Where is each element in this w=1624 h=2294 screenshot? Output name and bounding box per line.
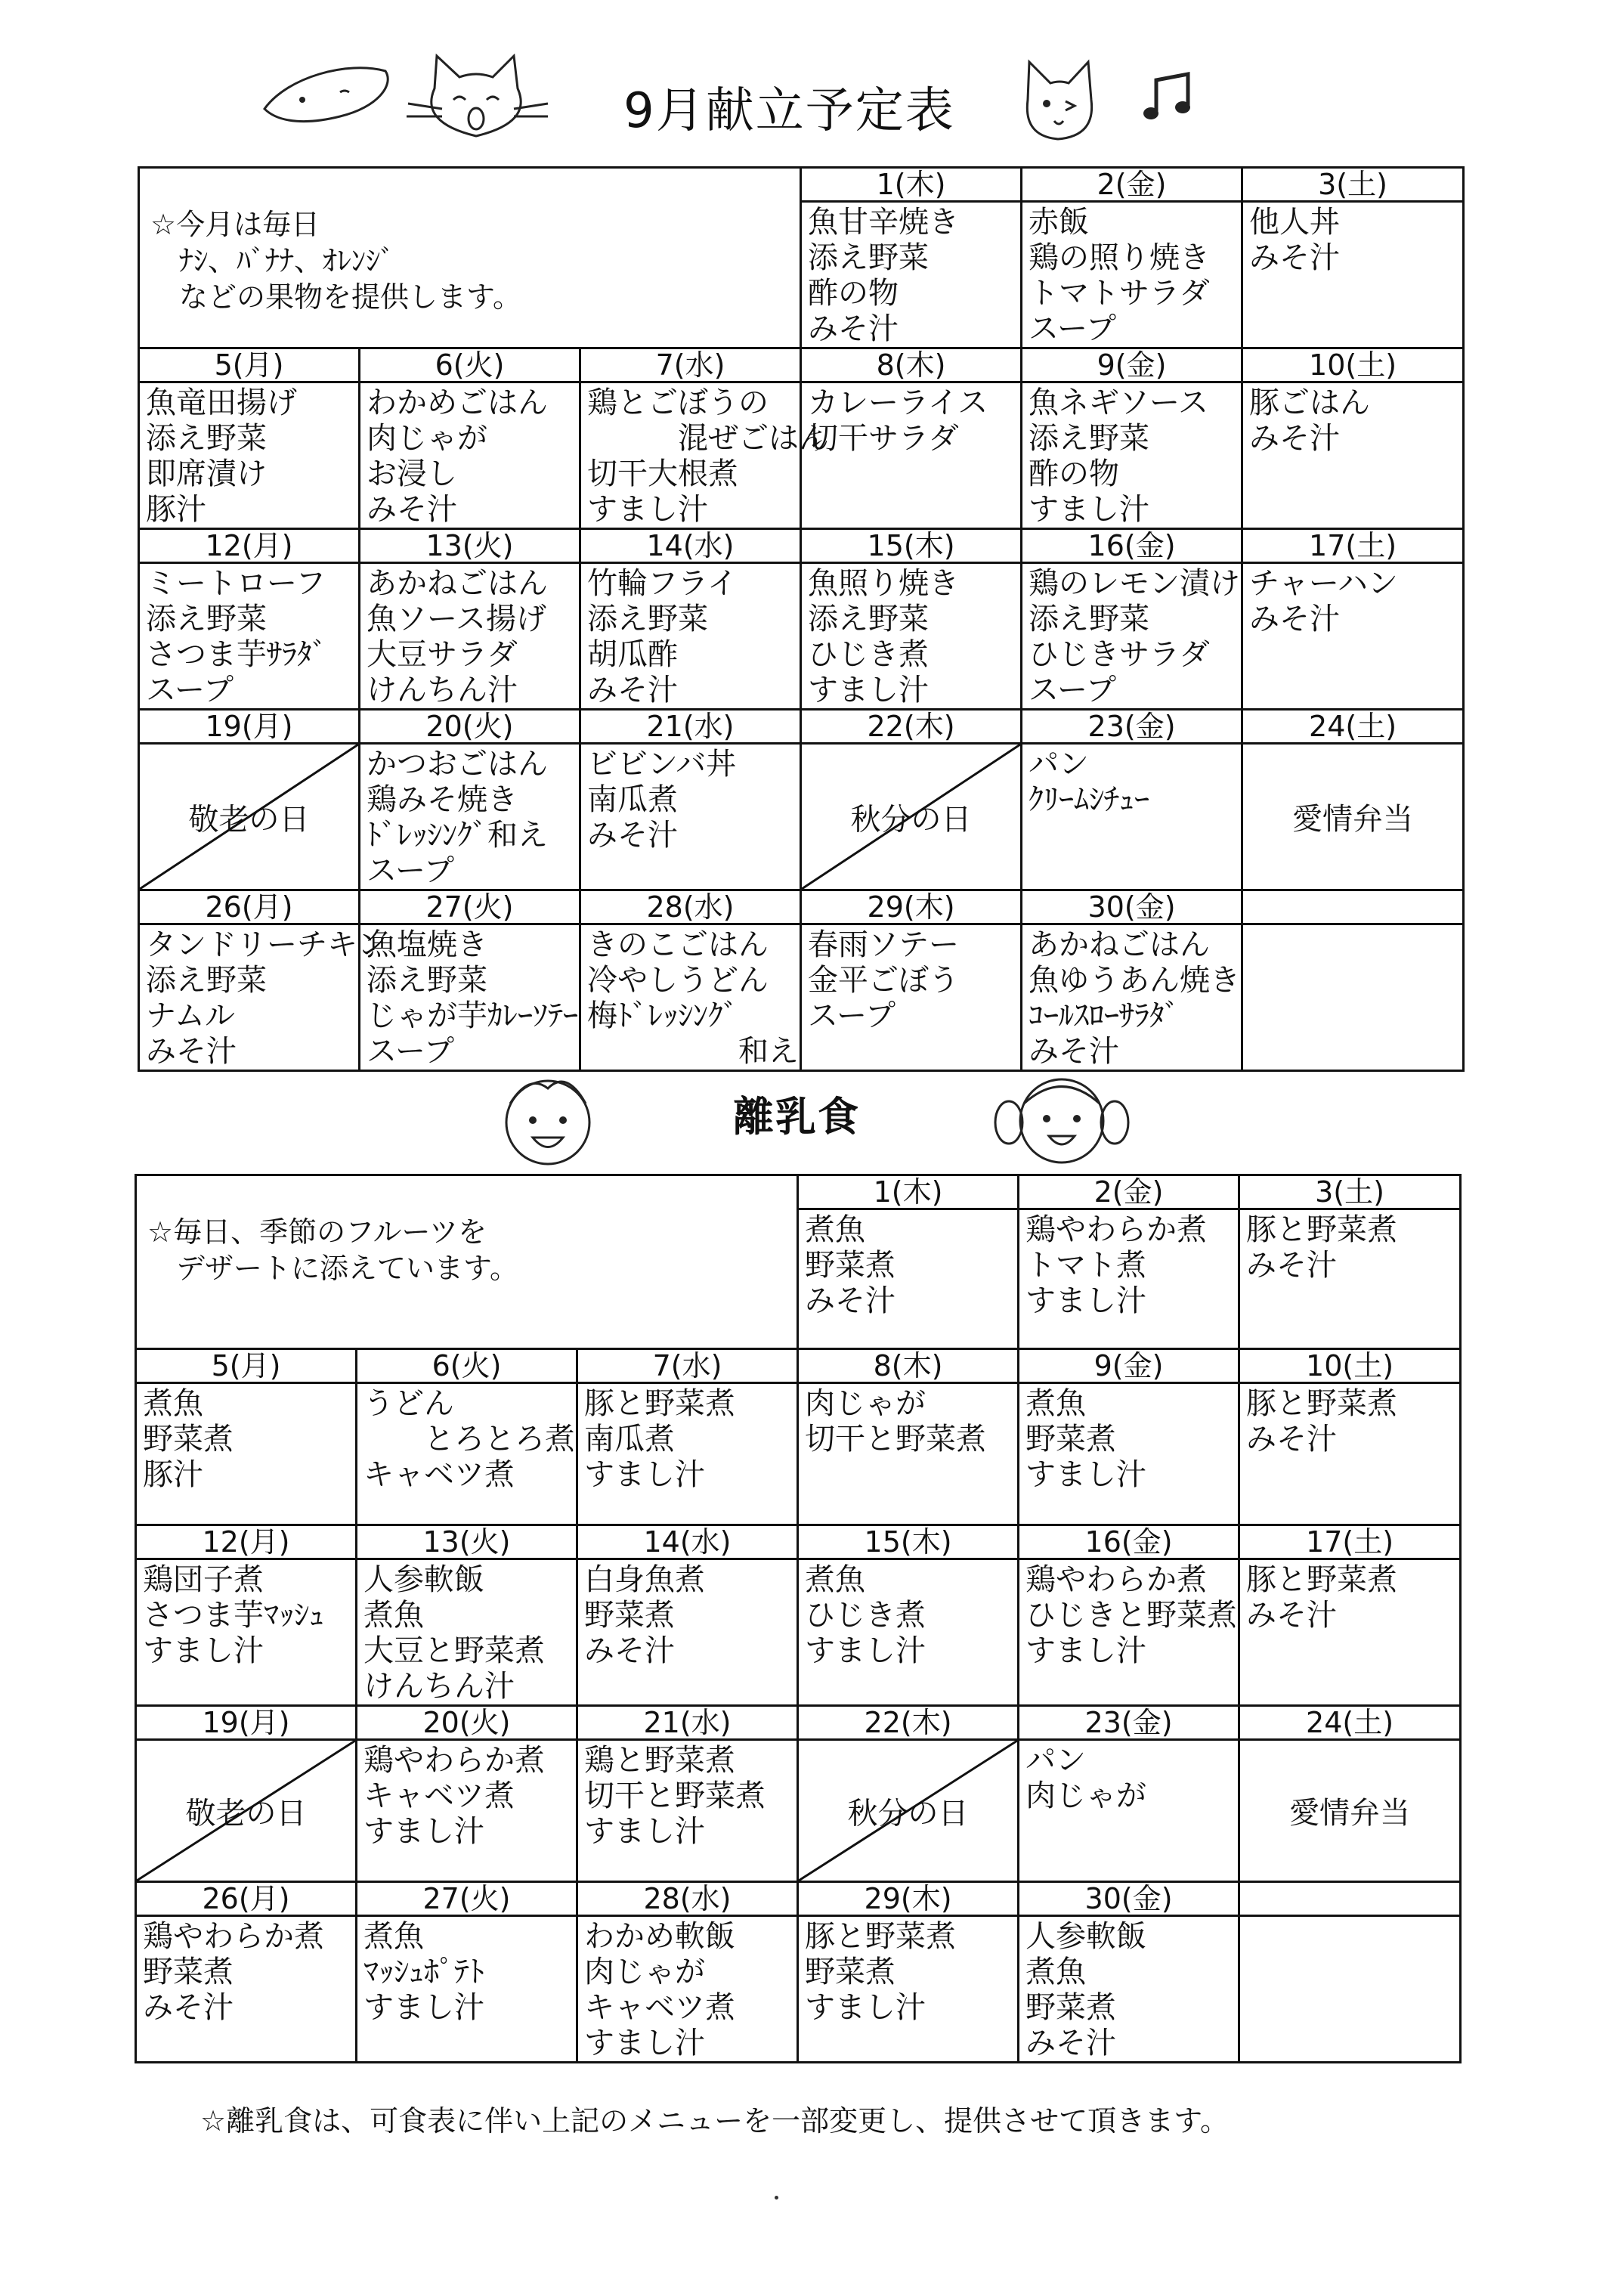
- day-menu: 人参軟飯 煮魚 野菜煮 みそ汁: [1025, 1919, 1147, 2060]
- special-label: 愛情弁当: [1292, 802, 1414, 837]
- day-header: 14(水): [577, 1525, 798, 1559]
- holiday-cell: [139, 744, 360, 890]
- day-header: 13(火): [357, 1525, 577, 1559]
- holiday-label: 秋分の日: [847, 1796, 969, 1831]
- day-header: 26(月): [136, 1882, 357, 1916]
- day-menu: うどん とろとろ煮 キャベツ煮: [363, 1386, 575, 1492]
- day-header: 10(土): [1239, 1349, 1461, 1383]
- day-header: [1239, 1882, 1461, 1916]
- music-note-icon: [1141, 67, 1202, 127]
- day-header: 23(金): [1022, 710, 1242, 744]
- day-menu: 竹輪フライ 添え野菜 胡瓜酢 みそ汁: [587, 566, 738, 707]
- day-header: 16(金): [1019, 1525, 1239, 1559]
- day-header: 3(土): [1242, 168, 1464, 202]
- day-header: 6(火): [357, 1349, 577, 1383]
- day-menu: 鶏やわらか煮 トマト煮 すまし汁: [1025, 1212, 1208, 1318]
- cat-face-icon: [401, 47, 552, 145]
- day-header: 30(金): [1022, 890, 1242, 924]
- day-header: 22(木): [801, 710, 1022, 744]
- day-header: 5(月): [136, 1349, 357, 1383]
- day-header: 27(火): [360, 890, 580, 924]
- holiday-label: 敬老の日: [188, 802, 310, 837]
- day-header: 20(火): [357, 1706, 577, 1740]
- day-menu: 鶏とごぼうの 混ぜごはん 切干大根煮 すまし汁: [587, 385, 829, 527]
- holiday-label: 敬老の日: [185, 1796, 307, 1831]
- day-header: 10(土): [1242, 348, 1464, 382]
- day-header: 14(水): [580, 529, 801, 563]
- day-menu: 魚甘辛焼き 添え野菜 酢の物 みそ汁: [808, 205, 960, 346]
- day-cell: [1242, 202, 1464, 348]
- day-menu: 人参軟飯 煮魚 大豆と野菜煮 けんちん汁: [363, 1562, 545, 1704]
- day-menu: タンドリーチキン 添え野菜 ナムル みそ汁: [146, 927, 388, 1069]
- day-menu: 煮魚 ひじき煮 すまし汁: [805, 1562, 926, 1668]
- day-header: 5(月): [139, 348, 360, 382]
- day-menu: 白身魚煮 野菜煮 みそ汁: [584, 1562, 705, 1668]
- holiday-cell: [801, 744, 1022, 890]
- day-header: 24(土): [1242, 710, 1464, 744]
- day-menu: 豚と野菜煮 野菜煮 すまし汁: [805, 1919, 957, 2025]
- holiday-cell: [798, 1740, 1019, 1882]
- day-menu: 煮魚 野菜煮 すまし汁: [1025, 1386, 1147, 1492]
- day-cell: [1022, 202, 1242, 348]
- day-header: 13(火): [360, 529, 580, 563]
- day-menu: チャーハン みそ汁: [1249, 566, 1398, 636]
- day-header: 16(金): [1022, 529, 1242, 563]
- day-menu: きのこごはん 冷やしうどん 梅ﾄﾞﾚｯｼﾝｸﾞ 和え: [587, 927, 799, 1069]
- day-header: 21(水): [580, 710, 801, 744]
- day-header: 6(火): [360, 348, 580, 382]
- day-cell: [801, 202, 1022, 348]
- day-header: 30(金): [1019, 1882, 1239, 1916]
- day-menu: 鶏のレモン漬け 添え野菜 ひじきサラダ スープ: [1029, 566, 1241, 707]
- day-header: 1(木): [801, 168, 1022, 202]
- day-menu: ビビンバ丼 南瓜煮 みそ汁: [587, 747, 737, 853]
- special-cell: [1242, 744, 1464, 890]
- day-menu: 鶏やわらか煮 野菜煮 みそ汁: [143, 1919, 324, 2025]
- day-header: 7(水): [577, 1349, 798, 1383]
- day-header: [1242, 890, 1464, 924]
- day-menu: 鶏団子煮 さつま芋ﾏｯｼｭ すまし汁: [143, 1562, 324, 1668]
- day-menu: あかねごはん 魚ゆうあん焼き ｺｰﾙｽﾛｰｻﾗﾀﾞ みそ汁: [1029, 927, 1241, 1069]
- day-header: 17(土): [1242, 529, 1464, 563]
- sweet-potato-icon: [257, 54, 397, 130]
- day-header: 8(木): [801, 348, 1022, 382]
- day-header: 23(金): [1019, 1706, 1239, 1740]
- day-menu: 豚ごはん みそ汁: [1249, 385, 1371, 456]
- day-menu: 魚ネギソース 添え野菜 酢の物 すまし汁: [1029, 385, 1209, 527]
- day-menu: 豚と野菜煮 みそ汁: [1246, 1386, 1398, 1457]
- day-menu: 春雨ソテー 金平ごぼう スープ: [808, 927, 960, 1033]
- day-header: 7(水): [580, 348, 801, 382]
- day-menu: 豚と野菜煮 南瓜煮 すまし汁: [584, 1386, 735, 1492]
- day-menu: [1243, 925, 1462, 927]
- special-label: 愛情弁当: [1289, 1796, 1411, 1831]
- day-menu: わかめごはん 肉じゃが お浸し みそ汁: [367, 385, 548, 527]
- day-header: 2(金): [1022, 168, 1242, 202]
- day-header: 3(土): [1239, 1175, 1461, 1209]
- day-header: 20(火): [360, 710, 580, 744]
- day-menu: 鶏やわらか煮 ひじきと野菜煮 すまし汁: [1025, 1562, 1238, 1668]
- scan-speck: [775, 2196, 778, 2200]
- day-menu: パン ｸﾘｰﾑｼﾁｭｰ: [1029, 747, 1150, 817]
- day-header: 12(月): [139, 529, 360, 563]
- day-header: 21(水): [577, 1706, 798, 1740]
- day-menu: 鶏と野菜煮 切干と野菜煮 すまし汁: [584, 1743, 766, 1849]
- day-header: 29(木): [798, 1882, 1019, 1916]
- day-menu: わかめ軟飯 肉じゃが キャベツ煮 すまし汁: [584, 1919, 735, 2060]
- day-menu: 鶏やわらか煮 キャベツ煮 すまし汁: [363, 1743, 545, 1849]
- day-header: 15(木): [798, 1525, 1019, 1559]
- baby-food-title: 離乳食: [733, 1093, 860, 1141]
- day-menu: 肉じゃが 切干と野菜煮: [805, 1386, 987, 1457]
- day-header: 9(金): [1022, 348, 1242, 382]
- day-header: 2(金): [1019, 1175, 1239, 1209]
- day-header: 27(火): [357, 1882, 577, 1916]
- day-menu: ミートローフ 添え野菜 さつま芋ｻﾗﾀﾞ スープ: [146, 566, 327, 707]
- baby-note: [136, 1175, 798, 1349]
- day-header: 28(水): [580, 890, 801, 924]
- day-header: 17(土): [1239, 1525, 1461, 1559]
- day-menu: 魚照り焼き 添え野菜 ひじき煮 すまし汁: [808, 566, 960, 707]
- day-header: 15(木): [801, 529, 1022, 563]
- monthly-note-text: ☆今月は毎日 ﾅｼ、ﾊﾞﾅﾅ、ｵﾚﾝｼﾞ などの果物を提供します。: [150, 208, 521, 314]
- footer-note: ☆離乳食は、可食表に伴い上記のメニューを一部変更し、提供させて頂きます。: [200, 2104, 1230, 2138]
- lunch-menu-table: [138, 166, 1465, 1072]
- girl-face-icon: [982, 1062, 1141, 1172]
- monthly-note: [139, 168, 801, 348]
- day-header: 19(月): [136, 1706, 357, 1740]
- day-header: 1(木): [798, 1175, 1019, 1209]
- day-header: 19(月): [139, 710, 360, 744]
- day-menu: 豚と野菜煮 みそ汁: [1246, 1212, 1398, 1283]
- day-menu: カレーライス 切干サラダ: [808, 385, 988, 456]
- day-header: 26(月): [139, 890, 360, 924]
- day-menu: 煮魚 ﾏｯｼｭﾎﾟﾃﾄ すまし汁: [363, 1919, 484, 2025]
- day-header: 22(木): [798, 1706, 1019, 1740]
- day-menu: 他人丼 みそ汁: [1249, 205, 1341, 275]
- holiday-cell: [136, 1740, 357, 1882]
- day-menu: 魚竜田揚げ 添え野菜 即席漬け 豚汁: [146, 385, 297, 527]
- boy-face-icon: [484, 1066, 612, 1172]
- day-header: 24(土): [1239, 1706, 1461, 1740]
- day-header: 28(水): [577, 1882, 798, 1916]
- day-menu: 赤飯 鶏の照り焼き トマトサラダ スープ: [1029, 205, 1211, 346]
- cat-wink-icon: [1013, 54, 1103, 145]
- day-header: 8(木): [798, 1349, 1019, 1383]
- day-menu: 煮魚 野菜煮 豚汁: [143, 1386, 234, 1492]
- day-header: 12(月): [136, 1525, 357, 1559]
- day-menu: パン 肉じゃが: [1025, 1743, 1147, 1813]
- day-header: 9(金): [1019, 1349, 1239, 1383]
- day-menu: [1240, 1917, 1459, 1919]
- day-menu: かつおごはん 鶏みそ焼き ﾄﾞﾚｯｼﾝｸﾞ和え スープ: [367, 747, 548, 888]
- day-menu: あかねごはん 魚ソース揚げ 大豆サラダ けんちん汁: [367, 566, 548, 707]
- special-cell: [1239, 1740, 1461, 1882]
- holiday-label: 秋分の日: [850, 802, 972, 837]
- menu-title: 9月献立予定表: [623, 83, 955, 139]
- baby-note-text: ☆毎日、季節のフルーツを デザートに添えています。: [147, 1215, 518, 1285]
- day-menu: 豚と野菜煮 みそ汁: [1246, 1562, 1398, 1633]
- day-menu: 魚塩焼き 添え野菜 じゃが芋ｶﾚｰｿﾃｰ スープ: [367, 927, 578, 1069]
- day-header: 29(木): [801, 890, 1022, 924]
- day-menu: 煮魚 野菜煮 みそ汁: [805, 1212, 896, 1318]
- baby-food-table: [135, 1174, 1462, 2063]
